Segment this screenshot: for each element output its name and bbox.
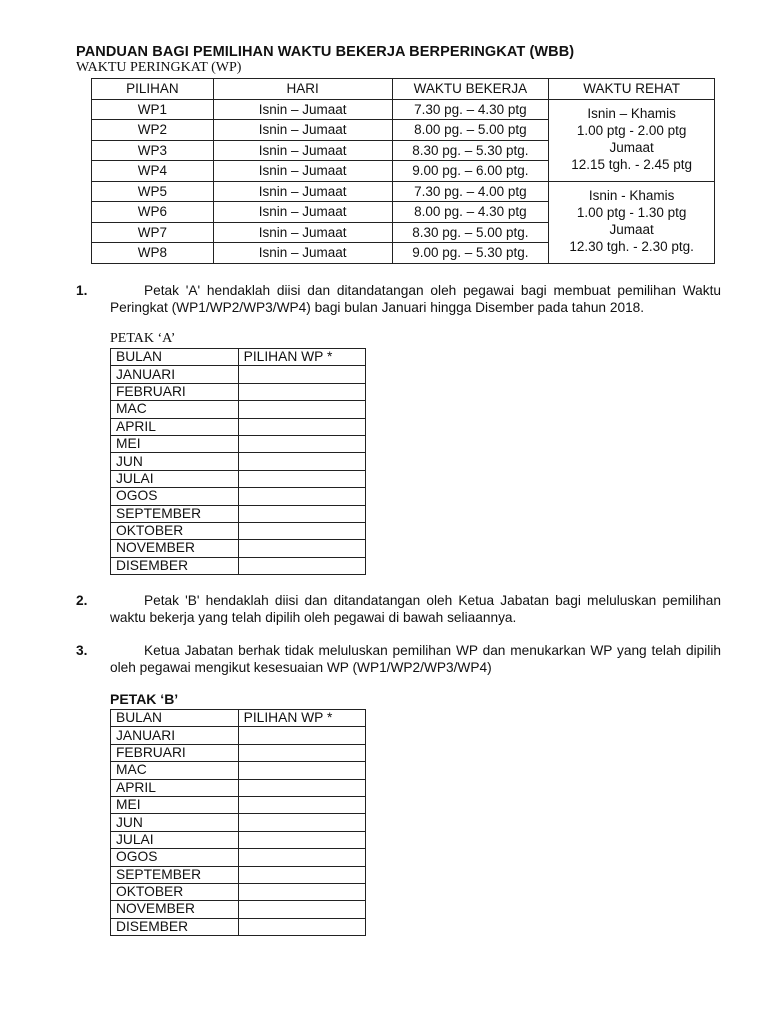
month-name: NOVEMBER — [111, 901, 239, 918]
bulan-header: BULAN — [111, 349, 239, 366]
month-name: DISEMBER — [111, 557, 239, 574]
month-row — [111, 488, 366, 505]
month-row — [111, 453, 366, 470]
month-name: JANUARI — [111, 727, 239, 744]
rest-line: 1.00 ptg - 2.00 ptg — [576, 122, 687, 138]
wp-rest-cell — [549, 181, 715, 263]
wp-cell-waktu: 8.30 pg. – 5.00 ptg. — [392, 222, 549, 243]
month-name: JULAI — [111, 470, 239, 487]
paragraph-text: Petak 'A' hendaklah diisi dan ditandatangan oleh pegawai bagi membuat pemilihan Waktu Peringkat (WP1/WP2/WP3/WP4) bagi bulan Januari hingga Disember pada tahun 2018. — [110, 283, 721, 315]
month-name: MAC — [111, 762, 239, 779]
month-row — [111, 383, 366, 400]
wp-cell-waktu: 7.30 pg. – 4.00 ptg — [392, 181, 549, 202]
wp-cell-waktu: 8.00 pg. – 5.00 ptg — [392, 120, 549, 141]
wp-cell-hari: Isnin – Jumaat — [213, 120, 392, 141]
month-name: OGOS — [111, 849, 239, 866]
rest-line: 1.00 ptg - 1.30 ptg — [576, 204, 687, 220]
month-name: DISEMBER — [111, 918, 239, 935]
paragraph-number: 1. — [76, 283, 88, 298]
month-name: FEBRUARI — [111, 744, 239, 761]
petak-b-table — [110, 709, 366, 936]
wp-cell-pilihan: WP1 — [92, 99, 214, 120]
petak-b-label: PETAK ‘B’ — [110, 691, 179, 707]
wp-cell-hari: Isnin – Jumaat — [213, 243, 392, 264]
wp-choice-field[interactable] — [238, 866, 365, 883]
wp-choice-field[interactable] — [238, 814, 365, 831]
wp-cell-hari: Isnin – Jumaat — [213, 140, 392, 161]
wp-choice-field[interactable] — [238, 401, 365, 418]
month-row — [111, 727, 366, 744]
month-name: SEPTEMBER — [111, 505, 239, 522]
wp-cell-waktu: 9.00 pg. – 6.00 ptg. — [392, 161, 549, 182]
wp-choice-field[interactable] — [238, 796, 365, 813]
wp-choice-field[interactable] — [238, 557, 365, 574]
month-row — [111, 744, 366, 761]
month-name: JUN — [111, 453, 239, 470]
month-row — [111, 901, 366, 918]
month-name: NOVEMBER — [111, 540, 239, 557]
wp-choice-field[interactable] — [238, 418, 365, 435]
wp-cell-waktu: 7.30 pg. – 4.30 ptg — [392, 99, 549, 120]
month-name: APRIL — [111, 418, 239, 435]
wp-cell-pilihan: WP6 — [92, 202, 214, 223]
wp-cell-pilihan: WP7 — [92, 222, 214, 243]
month-name: JULAI — [111, 831, 239, 848]
wp-cell-waktu: 8.00 pg. – 4.30 ptg — [392, 202, 549, 223]
instruction-paragraph-3 — [76, 642, 721, 676]
month-row — [111, 866, 366, 883]
month-row — [111, 505, 366, 522]
wp-header-cell: PILIHAN — [92, 79, 214, 100]
month-name: MAC — [111, 401, 239, 418]
month-row — [111, 366, 366, 383]
month-name: FEBRUARI — [111, 383, 239, 400]
wp-choice-field[interactable] — [238, 366, 365, 383]
month-name: JUN — [111, 814, 239, 831]
month-name: SEPTEMBER — [111, 866, 239, 883]
wp-header-row — [92, 79, 715, 100]
wp-choice-field[interactable] — [238, 744, 365, 761]
instruction-paragraph-1 — [76, 282, 721, 316]
month-name: JANUARI — [111, 366, 239, 383]
wp-cell-waktu: 9.00 pg. – 5.30 ptg. — [392, 243, 549, 264]
wp-choice-field[interactable] — [238, 488, 365, 505]
wp-cell-hari: Isnin – Jumaat — [213, 99, 392, 120]
wp-choice-field[interactable] — [238, 435, 365, 452]
month-row — [111, 418, 366, 435]
wp-schedule-table — [91, 78, 715, 264]
wp-cell-hari: Isnin – Jumaat — [213, 202, 392, 223]
paragraph-text: Ketua Jabatan berhak tidak meluluskan pemilihan WP dan menukarkan WP yang telah dipilih oleh pegawai mengikut kesesuaian WP (WP1/WP2/WP3/WP4) — [110, 643, 721, 675]
wp-cell-pilihan: WP3 — [92, 140, 214, 161]
wp-cell-hari: Isnin – Jumaat — [213, 161, 392, 182]
month-row — [111, 540, 366, 557]
rest-line: 12.15 tgh. - 2.45 ptg — [571, 156, 693, 172]
document-title: PANDUAN BAGI PEMILIHAN WAKTU BEKERJA BERPERINGKAT (WBB) — [76, 44, 575, 60]
month-row — [111, 883, 366, 900]
month-row — [111, 918, 366, 935]
petak-a-label: PETAK ‘A’ — [110, 331, 176, 346]
wp-choice-field[interactable] — [238, 918, 365, 935]
month-row — [111, 849, 366, 866]
month-row — [111, 401, 366, 418]
paragraph-number: 2. — [76, 593, 88, 608]
month-row — [111, 522, 366, 539]
paragraph-text: Petak 'B' hendaklah diisi dan ditandatangan oleh Ketua Jabatan bagi meluluskan pemilihan waktu bekerja yang telah dipilih oleh pegawai di bawah seliaannya. — [110, 593, 721, 625]
wp-choice-field[interactable] — [238, 453, 365, 470]
wp-subtitle: WAKTU PERINGKAT (WP) — [76, 60, 242, 75]
wp-header-cell: WAKTU BEKERJA — [392, 79, 549, 100]
paragraph-number: 3. — [76, 643, 88, 658]
month-row — [111, 557, 366, 574]
wp-choice-field[interactable] — [238, 383, 365, 400]
wp-header-cell: WAKTU REHAT — [549, 79, 715, 100]
rest-line: Jumaat — [609, 221, 654, 237]
wp-row — [92, 181, 715, 202]
rest-line: Isnin - Khamis — [588, 187, 675, 203]
pilihan-wp-header: PILIHAN WP * — [238, 349, 365, 366]
month-row — [111, 779, 366, 796]
month-header-row — [111, 349, 366, 366]
month-row — [111, 796, 366, 813]
month-name: OKTOBER — [111, 883, 239, 900]
month-name: MEI — [111, 435, 239, 452]
wp-choice-field[interactable] — [238, 470, 365, 487]
month-name: OKTOBER — [111, 522, 239, 539]
month-row — [111, 814, 366, 831]
bulan-header: BULAN — [111, 710, 239, 727]
wp-choice-field[interactable] — [238, 540, 365, 557]
wp-choice-field[interactable] — [238, 505, 365, 522]
wp-cell-waktu: 8.30 pg. – 5.30 ptg. — [392, 140, 549, 161]
wp-cell-pilihan: WP8 — [92, 243, 214, 264]
wp-rest-cell — [549, 99, 715, 181]
rest-line: 12.30 tgh. - 2.30 ptg. — [569, 238, 694, 254]
wp-choice-field[interactable] — [238, 522, 365, 539]
month-row — [111, 831, 366, 848]
petak-a-table — [110, 348, 366, 575]
wp-header-cell: HARI — [213, 79, 392, 100]
wp-cell-pilihan: WP2 — [92, 120, 214, 141]
wp-cell-hari: Isnin – Jumaat — [213, 181, 392, 202]
wp-cell-pilihan: WP5 — [92, 181, 214, 202]
wp-choice-field[interactable] — [238, 727, 365, 744]
wp-cell-pilihan: WP4 — [92, 161, 214, 182]
rest-line: Jumaat — [609, 139, 654, 155]
month-name: OGOS — [111, 488, 239, 505]
wp-cell-hari: Isnin – Jumaat — [213, 222, 392, 243]
pilihan-wp-header: PILIHAN WP * — [238, 710, 365, 727]
wp-choice-field[interactable] — [238, 831, 365, 848]
wp-row — [92, 99, 715, 120]
month-name: MEI — [111, 796, 239, 813]
instruction-paragraph-2 — [76, 592, 721, 626]
month-header-row — [111, 710, 366, 727]
month-name: APRIL — [111, 779, 239, 796]
wp-choice-field[interactable] — [238, 762, 365, 779]
rest-line: Isnin – Khamis — [587, 105, 676, 121]
month-row — [111, 762, 366, 779]
wp-choice-field[interactable] — [238, 901, 365, 918]
month-row — [111, 435, 366, 452]
wp-choice-field[interactable] — [238, 779, 365, 796]
wp-choice-field[interactable] — [238, 883, 365, 900]
wp-choice-field[interactable] — [238, 849, 365, 866]
month-row — [111, 470, 366, 487]
